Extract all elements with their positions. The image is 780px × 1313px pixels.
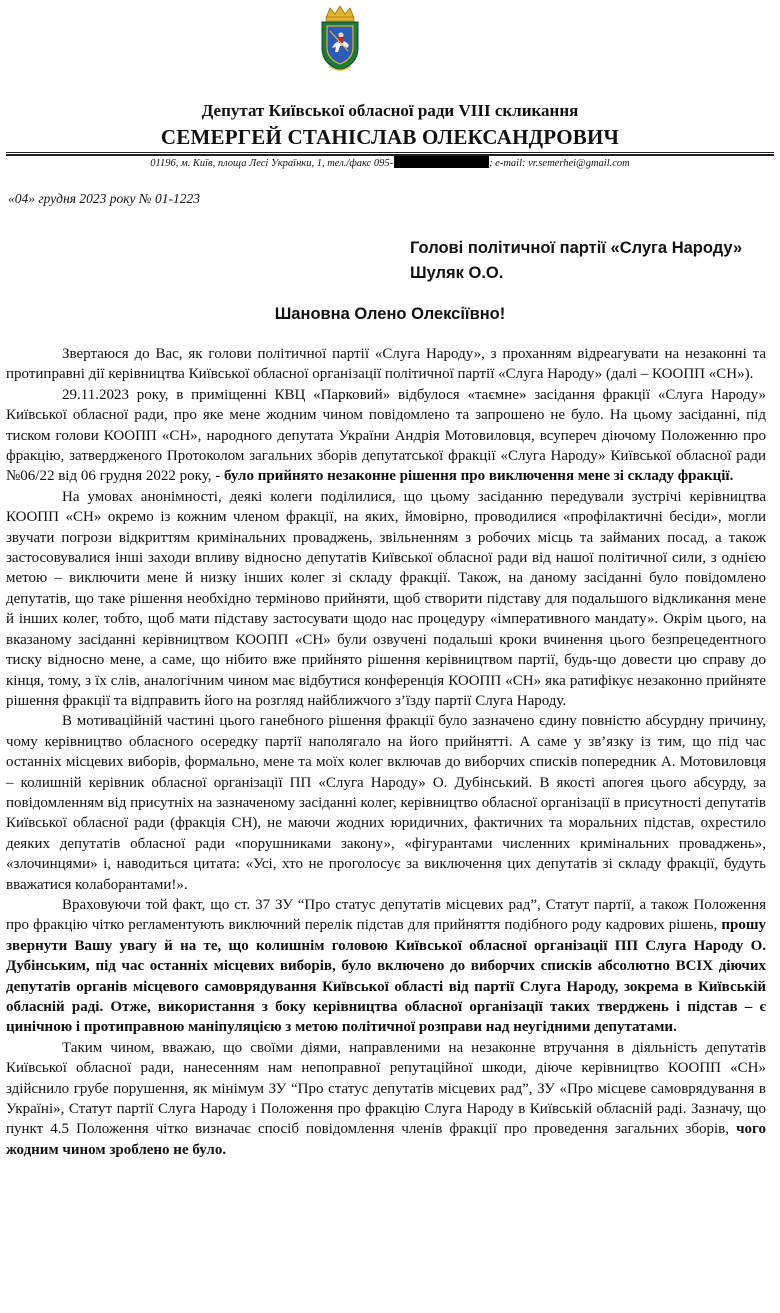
address-text: 01196, м. Київ, площа Лесі Українки, 1, тел./факс 095- [150,158,394,169]
addressee-position: Голові політичної партії «Слуга Народу» [410,239,743,257]
paragraph-4: В мотиваційній частині цього ганебного рішення фракції було зазначено єдину повністю абсурдну причину, чому керівництво обласного осередку партії наполягало на його прийнятті. А саме у зв’язку із тим, що під час останніх місцевих виборів, формально, мене та моїх колег включав до виборчих списків попередник А. Мотовиловця – колишній керівник обласної організації ПП «Слуга Народу» О. Дубінський. В якості апогея цього абсурду, за повідомленням від присутніх на зазначеному засіданні колег, керівництво обласної організації в присутності депутатів Київської обласної ради (фракція СН), не маючи жодних юридичних, фактичних та моральних підстав, охрестило деяких депутатів обласної ради «порушниками закону», «фігурантами численних кримінальних проваджень», «злочинцями» і, наводиться цитата: «Усі, хто не проголосує за виключення цих депутатів зі складу фракції, будуть вважатися колаборантами!». [6,713,766,893]
letterhead-divider [6,152,774,153]
paragraph-1: Звертаюся до Вас, як голови політичної партії «Слуга Народу», з проханням відреагувати на незаконні та протиправні дії керівництва Київської обласної організації політичної партії «Слуга Народу» (далі – КООПП «СН»). [6,346,766,383]
addressee-name: Шуляк О.О. [410,264,504,282]
paragraph-2-text: 29.11.2023 року, в приміщенні КВЦ «Парковий» відбулося «таємне» засідання фракції «Слуга Народу» Київської обласної ради, про яке мене жодним чином повідомлено та запрошено не було. На цьому засіданні, під тиском голови КООПП «СН», народного депутата України Андрія Мотовиловця, всупереч діючому Положенню про фракцію, затвердженого Протоколом загальних зборів депутатської фракції «Слуга Народу» Київської обласної ради №06/22 від 06 грудня 2022 року, - [6,386,766,485]
letterhead-contacts [0,156,780,171]
paragraph-6-text: Таким чином, вважаю, що своїми діями, направленими на незаконне втручання в діяльність депутатів Київської обласної ради, нанесенням нам непоправної репутаційної шкоди, діюче керівництво КООПП «СН» здійснило грубе порушення, як мінімум ЗУ “Про статус депутатів місцевих рад”, ЗУ «Про місцеве самоврядування в Україні», Статут партії Слуга Народу і Положення про фракцію Слуга Народу в Київській обласній раді. Зазначу, що пункт 4.5 Положення чітко визначає спосіб повідомлення членів фракції про проведення загальних зборів, [6,1039,766,1138]
email-text: ; e-mail: vr.semerhei@gmail.com [489,158,630,169]
letterhead-name: СЕМЕРГЕЙ СТАНІСЛАВ ОЛЕКСАНДРОВИЧ [160,125,620,149]
paragraph-6-bold: чого жодним чином зроблено не було. [6,1121,766,1158]
kyiv-oblast-coat-of-arms-icon [318,4,362,74]
paragraph-2 [6,385,766,487]
redacted-phone [394,156,489,168]
addressee-block [410,236,742,286]
greeting: Шановна Олено Олексіївно! [274,305,506,323]
letter-body [6,344,766,1160]
paragraph-5-text: Враховуючи той факт, що ст. 37 ЗУ “Про статус депутатів місцевих рад”, Статут партії, а також Положення про фракцію чітко регламентують виключний перелік підстав для прийняття подібного роду кадрових рішень, [6,896,766,934]
paragraph-6 [6,1038,766,1160]
reference-number: «04» грудня 2023 року № 01-1223 [8,191,200,206]
paragraph-5-bold: прошу звернути Вашу увагу й на те, що колишнім головою Київської обласної організації ПП Слуга Народу О. Дубінським, під час останніх місцевих виборів, було включено до виборчих списків абсолютно ВСІХ діючих депутатів органів місцевого самоврядування Київської області від партії Слуга Народу, зокрема в Київській обласній раді. Отже, використання з боку керівництва обласної організації таких тверджень і підстав – є цинічною і протиправною маніпуляцією з метою політичної розправи над неугідними депутатами. [6,917,766,1036]
paragraph-3: На умовах анонімності, деякі колеги поділилися, що цьому засіданню передували зустрічі керівництва КООПП «СН» окремо із кожним членом фракції, на яких, ймовірно, проводилися «профілактичні бесіди», могли звучати погрози відкриттям кримінальних проваджень, звільненням з робочих місць та займаних посад, а також застосовувалися інші заходи впливу відносно депутатів Київської обласної ради від нашої політичної сили, з однією метою – виключити мене й низку інших колег зі складу фракції. Також, на даному засіданні було повідомлено депутатів, що таке рішення необхідно терміново прийняти, щоб створити підставу для подальшого відкликання мене й інших колег, тобто, щоб мати підставу застосувати щодо нас процедуру «імперативного мандату». Окрім цього, на вказаному засіданні керівництвом КООПП «СН» були озвучені подальші кроки вчинення цього безпрецедентного тиску відносно мене, а саме, що нібито вже прийнято рішення керівництвом партії, будь-що довести цю справу до кінця, тому, з їх слів, аналогічним чином має відбутися конференція КООПП «СН» яка ратифікує незаконно прийняте рішення фракції та відправить його на розгляд найближчого з’їзду партії Слуга Народу. [6,488,766,709]
paragraph-5 [6,895,766,1038]
letterhead-title: Депутат Київської обласної ради VIII скликання [201,101,579,120]
paragraph-2-bold: було прийнято незаконне рішення про виключення мене зі складу фракції. [224,468,734,485]
